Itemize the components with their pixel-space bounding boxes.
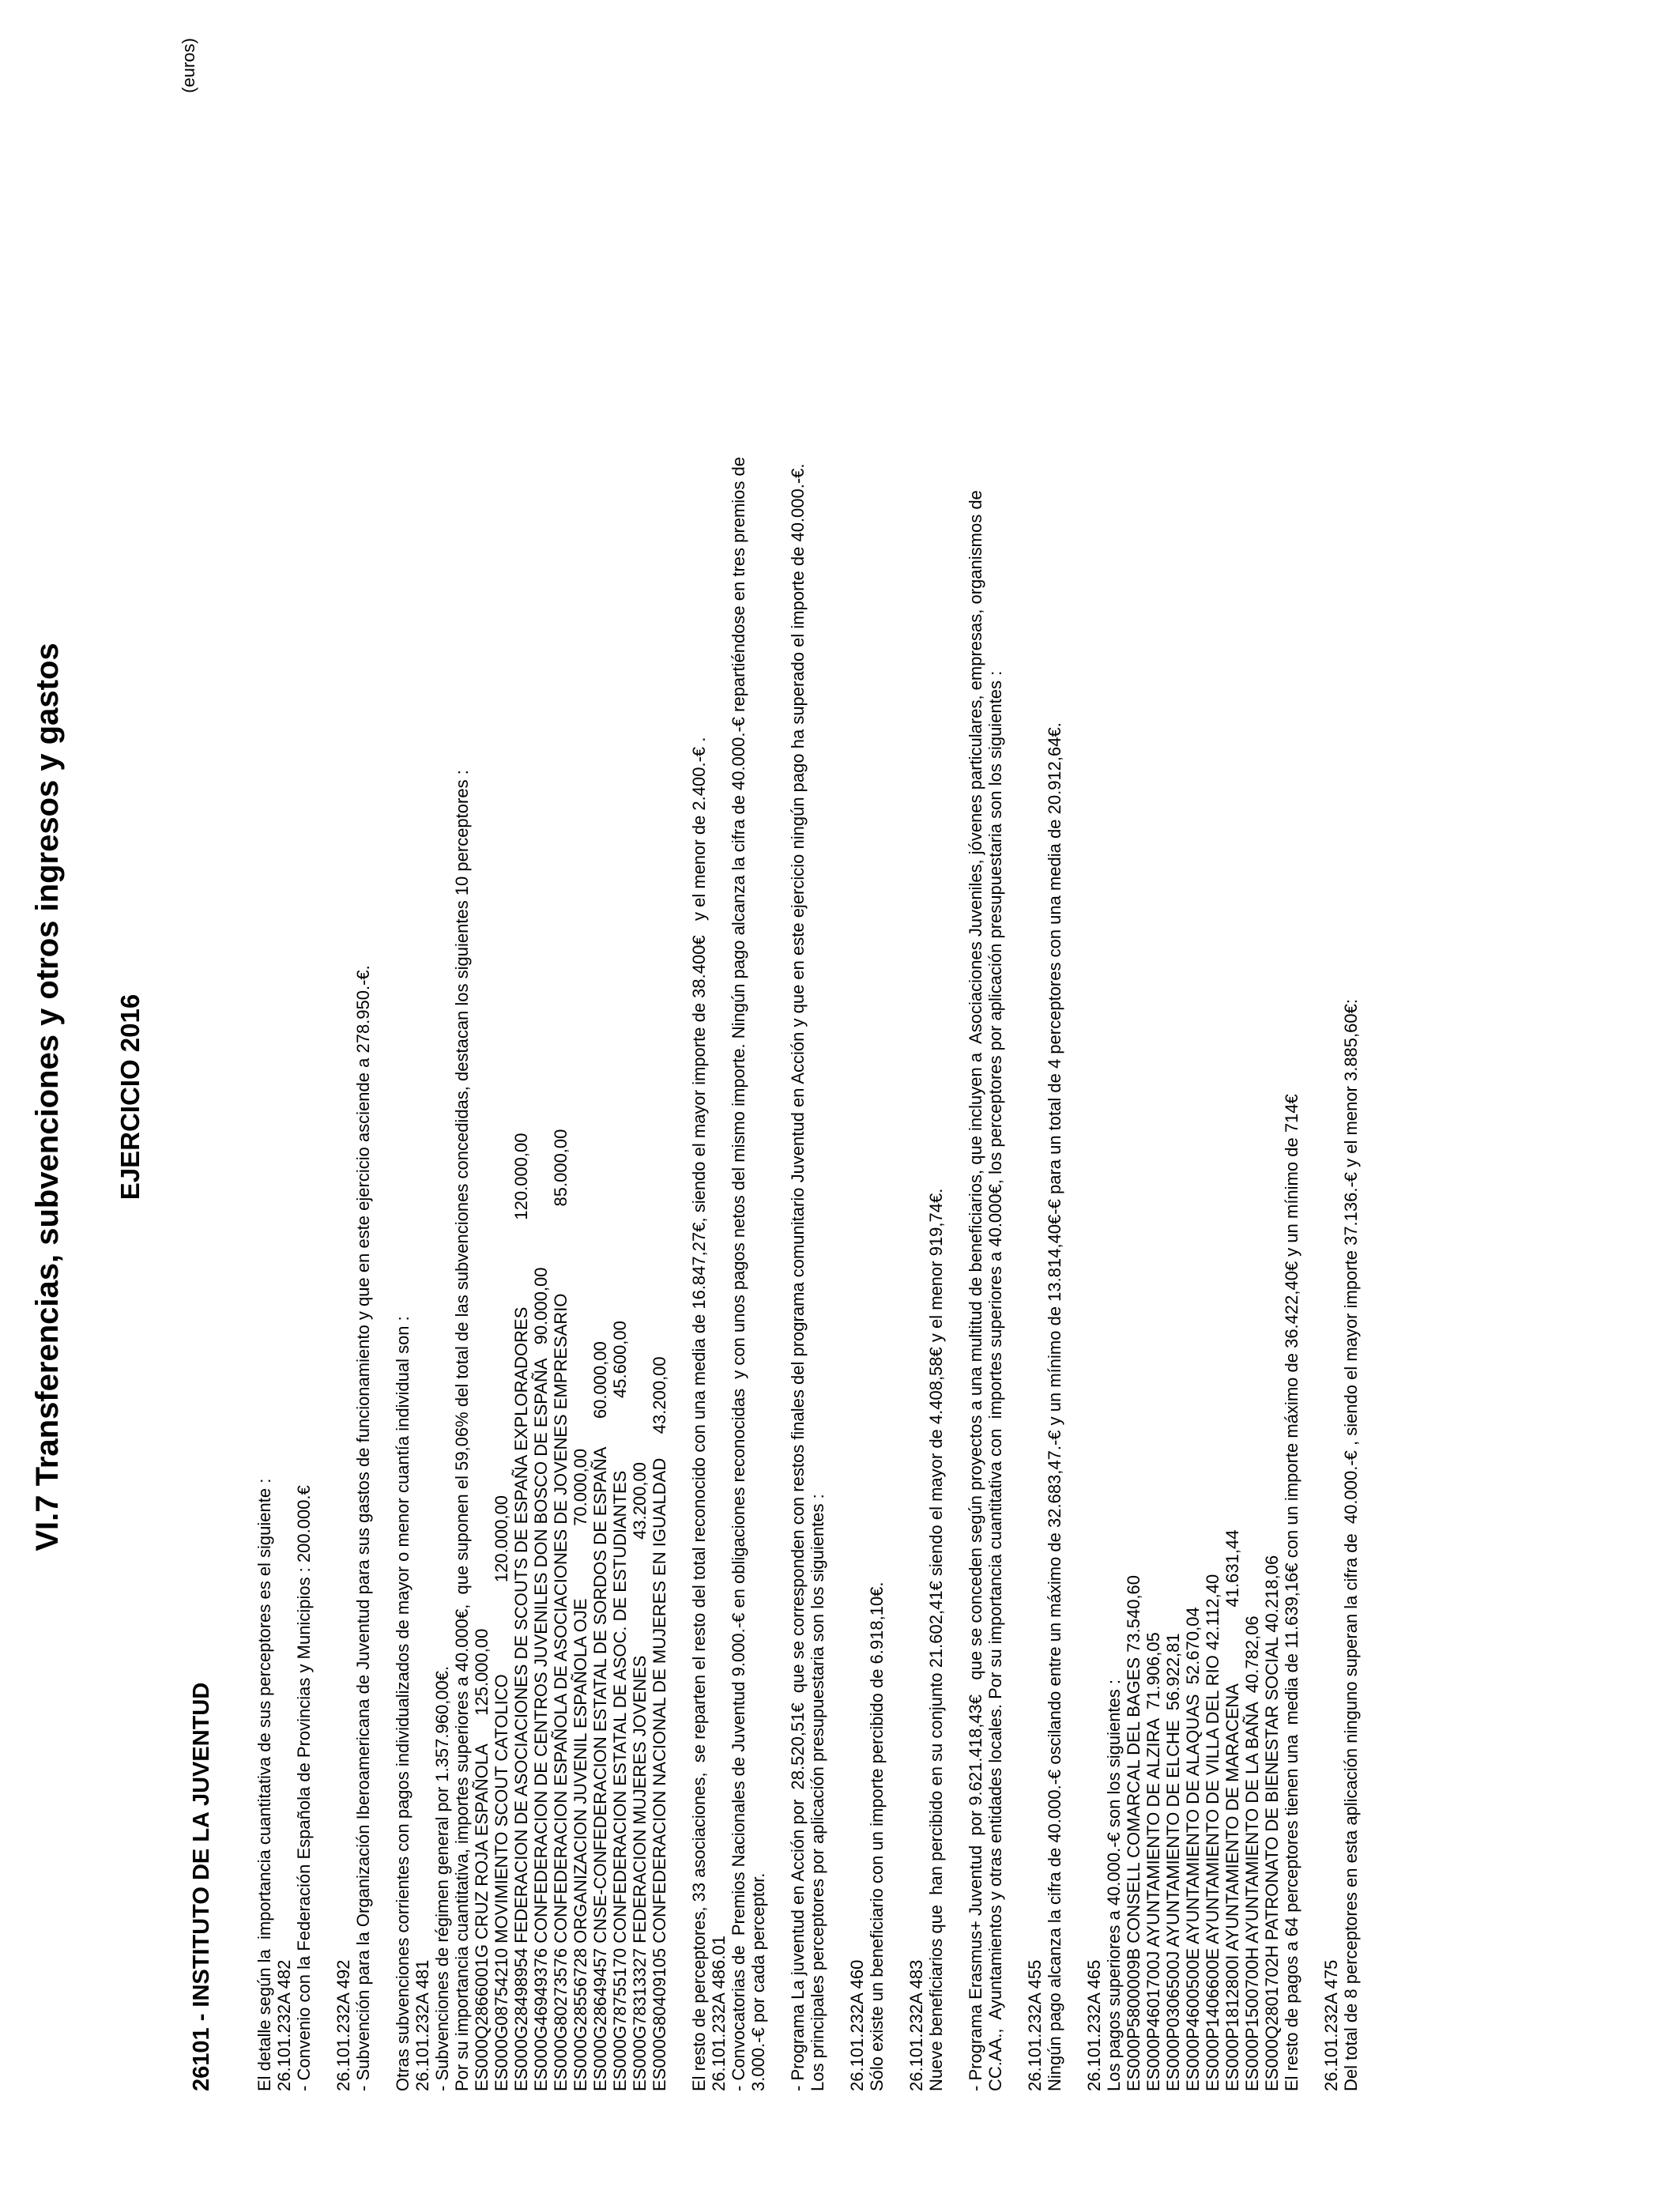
text-block bbox=[966, 21, 1005, 2091]
text-block bbox=[1084, 21, 1301, 2091]
text-line: 26.101.232A 486.01 bbox=[709, 1936, 729, 2091]
text-line: ES000G78755170 CONFEDERACION ESTATAL DE ASOC. DE ESTUDIANTES 45.600,00 bbox=[610, 1321, 630, 2091]
text-line: ES000G80273576 CONFEDERACION ESPAÑOLA DE ASOCIACIONES DE JOVENES EMPRESARIO 85.000,00 bbox=[551, 1129, 571, 2091]
text-line: ES000P4600500E AYUNTAMIENTO DE ALAQUAS 52.670,04 bbox=[1183, 1607, 1203, 2091]
currency-units: (euros) bbox=[179, 38, 198, 93]
text-line: ES000G28649457 CNSE-CONFEDERACION ESTATAL DE SORDOS DE ESPAÑA 60.000,00 bbox=[590, 1341, 610, 2091]
text-line: ES000G28498954 FEDERACION DE ASOCIACIONES DE SCOUTS DE ESPAÑA EXPLORADORES 120.000,00 bbox=[511, 1133, 531, 2091]
text-line: El resto de perceptores, 33 asociaciones, se reparten el resto del total reconocido con una media de 16.847,27€, siendo el mayor importe de 38.400€ y el menor de 2.400.-€ . bbox=[689, 737, 709, 2091]
text-line: ES000G28556728 ORGANIZACION JUVENIL ESPAÑOLA OJE 70.000,00 bbox=[571, 1448, 590, 2091]
text-line: El detalle según la importancia cuantitativa de sus perceptores es el siguiente : bbox=[254, 1478, 274, 2091]
text-line: - Subvenciones de régimen general por 1.357.960,00€. bbox=[432, 1665, 452, 2091]
text-line: Por su importancia cuantitativa, importes superiores a 40.000€, que suponen el 59,06% del total de las subvenciones concedidas, destacan los siguientes 10 perceptores : bbox=[452, 770, 472, 2091]
text-line: - Programa La juventud en Acción por 28.520,51€ que se corresponden con restos finales del programa comunitario Juventud en Acción y que en este ejercicio ningún pago ha superado el importe de 40.000.-€. bbox=[788, 463, 808, 2091]
text-block bbox=[1025, 21, 1064, 2091]
text-line: ES000P1500700H AYUNTAMIENTO DE LA BAÑA 40.782,06 bbox=[1242, 1615, 1262, 2091]
text-line: 26.101.232A 455 bbox=[1025, 1959, 1045, 2091]
text-line: ES000G80409105 CONFEDERACION NACIONAL DE MUJERES EN IGUALDAD 43.200,00 bbox=[650, 1356, 669, 2091]
text-line: ES000P5800009B CONSELL COMARCAL DEL BAGES 73.540,60 bbox=[1124, 1574, 1143, 2091]
text-line: ES000G78313327 FEDERACION MUJERES JOVENES 43.200,00 bbox=[630, 1461, 650, 2091]
text-line: CC.AA., Ayuntamientos y otras entidades locales. Por su importancia cuantitativa con importes superiores a 40.000€, los perceptores por aplicación presupuestaria son los siguientes : bbox=[985, 670, 1005, 2091]
text-line: Nueve beneficiarios que han percibido en su conjunto 21.602,41€ siendo el mayor de 4.408,58€ y el menor 919,74€. bbox=[926, 1188, 946, 2091]
text-line: Del total de 8 perceptores en esta aplicación ninguno superan la cifra de 40.000.-€ , siendo el mayor importe 37.136.-€ y el menor 3.885,60€: bbox=[1341, 999, 1361, 2091]
text-line: 26.101.232A 483 bbox=[906, 1959, 926, 2091]
text-line: - Subvención para la Organización Iberoamericana de Juventud para sus gastos de funcionamiento y que en este ejercicio asciende a 278.950.-€. bbox=[353, 965, 373, 2091]
text-line: ES000G08754210 MOVIMIENTO SCOUT CATOLICO 120.000,00 bbox=[492, 1495, 511, 2091]
text-line: ES000Q2801702H PATRONATO DE BIENESTAR SOCIAL 40.218,06 bbox=[1262, 1555, 1282, 2091]
text-line: Sólo existe un beneficiario con un importe percibido de 6.918,10€. bbox=[867, 1581, 887, 2091]
text-line: 26.101.232A 481 bbox=[412, 1959, 432, 2091]
text-line: 26.101.232A 460 bbox=[847, 1959, 867, 2091]
text-line: - Convocatorias de Premios Nacionales de Juventud 9.000.-€ en obligaciones reconocidas y con unos pagos netos del mismo importe. Ningún pago alcanza la cifra de 40.000.-€ repartiéndose en tres premios de bbox=[729, 457, 748, 2091]
text-line: ES000P4601700J AYUNTAMIENTO DE ALZIRA 71.906,05 bbox=[1143, 1632, 1163, 2091]
text-line: 26.101.232A 465 bbox=[1084, 1959, 1104, 2091]
text-line: ES000P1406600E AYUNTAMIENTO DE VILLA DEL RIO 42.112,40 bbox=[1203, 1574, 1222, 2091]
text-block bbox=[1321, 21, 1361, 2091]
text-line: 26.101.232A 492 bbox=[333, 1959, 353, 2091]
text-line: 26.101.232A 475 bbox=[1321, 1959, 1341, 2091]
exercise-year: EJERCICIO 2016 bbox=[115, 993, 145, 1201]
text-block bbox=[689, 21, 768, 2091]
section-heading: 26101 - INSTITUTO DE LA JUVENTUD bbox=[189, 1682, 214, 2091]
text-line: ES000G46949376 CONFEDERACION DE CENTROS JUVENILES DON BOSCO DE ESPAÑA 90.000,00 bbox=[531, 1267, 551, 2091]
text-line: Otras subvenciones corrientes con pagos individualizados de mayor o menor cuantía individual son : bbox=[393, 1316, 412, 2091]
text-block bbox=[906, 21, 946, 2091]
text-line: ES000P1812800I AYUNTAMIENTO DE MARACENA 41.631,44 bbox=[1222, 1529, 1242, 2091]
text-block bbox=[333, 21, 373, 2091]
text-line: 3.000.-€ por cada perceptor. bbox=[748, 1872, 768, 2091]
document-body bbox=[254, 21, 1381, 2091]
text-block bbox=[254, 21, 314, 2091]
text-line: - Programa Erasmus+ Juventud por 9.621.418,43€ que se conceden según proyectos a una multitud de beneficiarios, que incluyen a Asociaciones Juveniles, jóvenes particulares, empresas, organismos de bbox=[966, 490, 985, 2091]
text-block bbox=[393, 21, 669, 2091]
text-line: ES000Q2866001G CRUZ ROJA ESPAÑOLA 125.000,00 bbox=[472, 1628, 492, 2091]
text-line: - Convenio con la Federación Española de Provincias y Municipios : 200.000.€ bbox=[294, 1485, 314, 2091]
text-line: 26.101.232A 482 bbox=[274, 1959, 294, 2091]
text-line: El resto de pagos a 64 perceptores tienen una media de 11.639,16€ con un importe máximo de 36.422,40€ y un mínimo de 714€ bbox=[1282, 1094, 1301, 2091]
text-line: Los pagos superiores a 40.000.-€ son los siguientes : bbox=[1104, 1679, 1124, 2091]
text-block bbox=[788, 21, 827, 2091]
text-line: ES000P0306500J AYUNTAMIENTO DE ELCHE 56.922,81 bbox=[1163, 1633, 1183, 2091]
text-line: Ningún pago alcanza la cifra de 40.000.-€ oscilando entre un máximo de 32.683,47.-€ y un mínimo de 13.814,40€-€ para un total de 4 perceptores con una media de 20.912,64€. bbox=[1045, 722, 1064, 2091]
text-block bbox=[847, 21, 887, 2091]
document-title: VI.7 Transferencias, subvenciones y otros ingresos y gastos bbox=[30, 643, 65, 1551]
text-line: Los principales perceptores por aplicación presupuestaria son los siguientes : bbox=[808, 1494, 827, 2091]
